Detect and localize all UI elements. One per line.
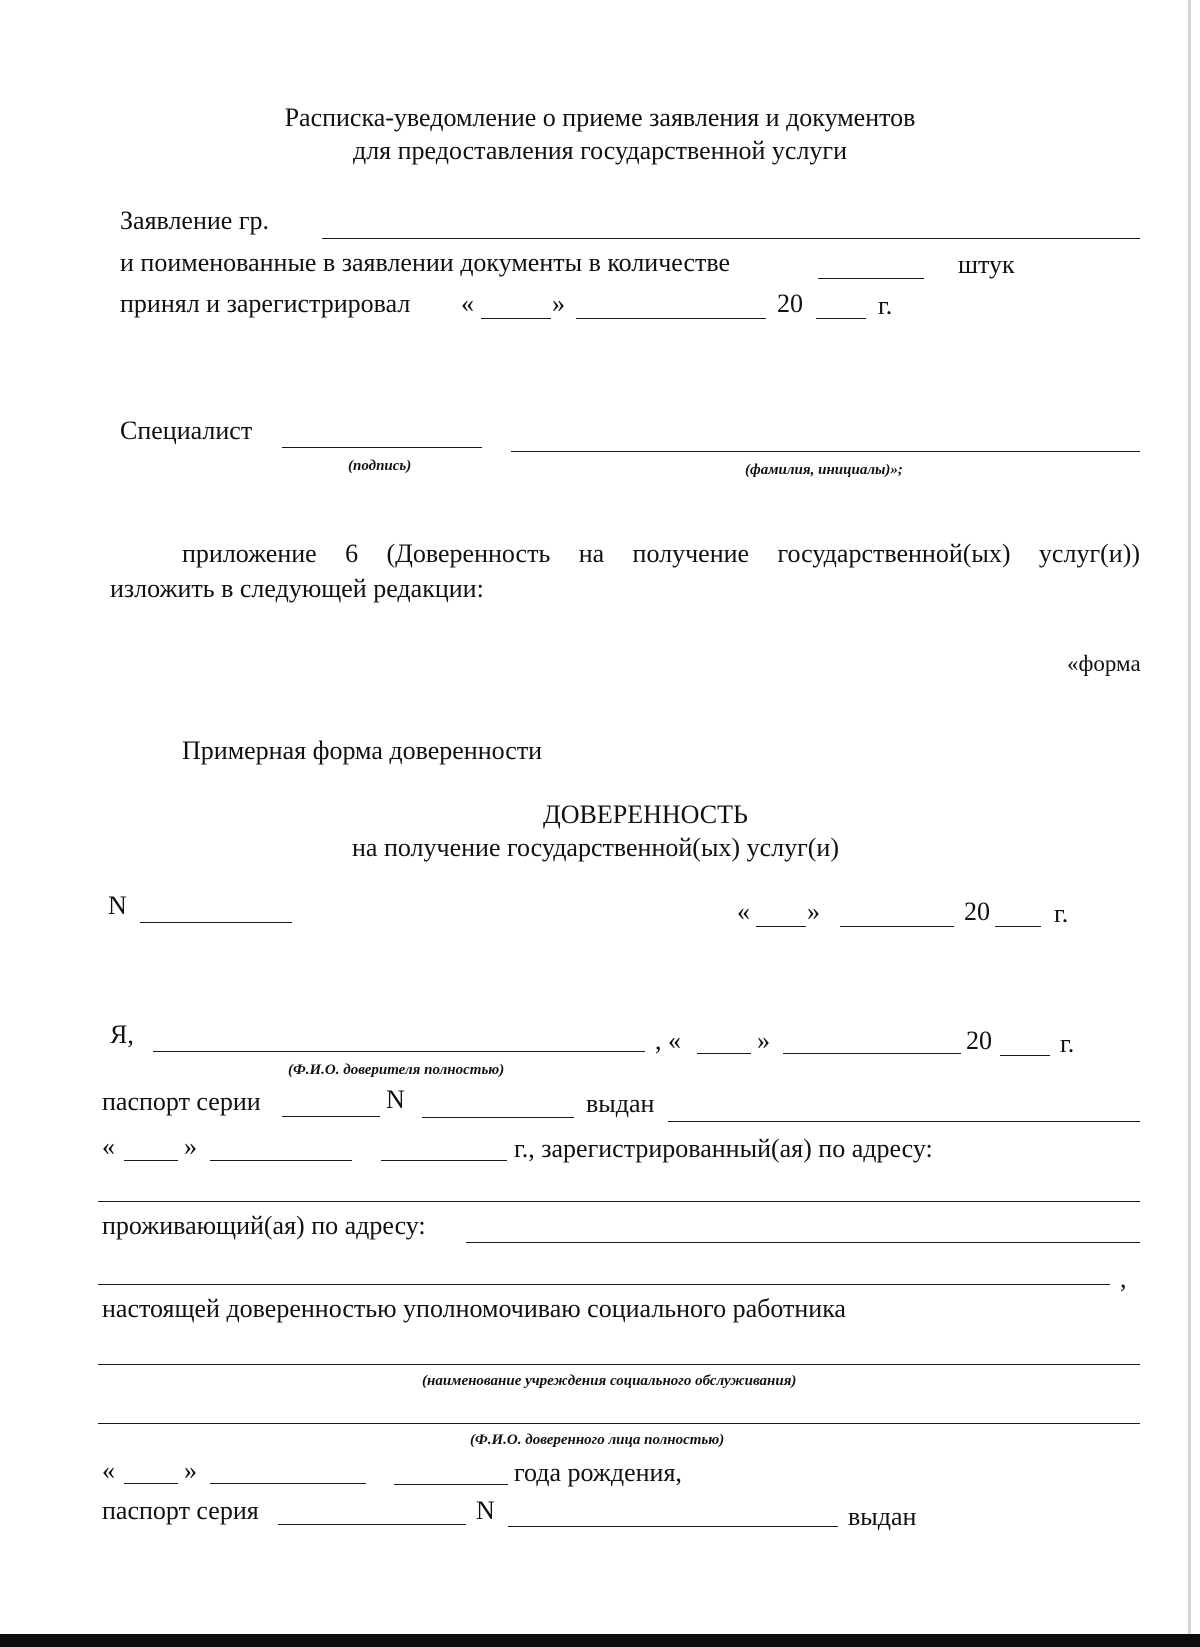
number-label: N	[108, 891, 127, 920]
birth-day-line	[697, 1053, 751, 1054]
agent-birth-quote-close: »	[184, 1456, 197, 1485]
signature-caption: (подпись)	[348, 458, 412, 474]
date-day-line	[756, 926, 806, 927]
year-suffix: г.	[878, 291, 893, 320]
poa-title: ДОВЕРЕННОСТЬ	[543, 800, 748, 829]
passport-series-label: паспорт серии	[102, 1087, 261, 1116]
date-year-suffix: г.	[1054, 899, 1069, 928]
issue-month-line	[210, 1160, 352, 1161]
name-caption: (фамилия, инициалы)»;	[745, 462, 903, 478]
documents-count-line	[818, 278, 924, 279]
issue-quote-close: »	[184, 1132, 197, 1161]
date-quote-close: »	[807, 897, 820, 926]
passport-series-line	[282, 1116, 380, 1117]
authorize-text: настоящей доверенностью уполномочиваю социального работника	[102, 1294, 846, 1323]
issue-day-line	[124, 1160, 178, 1161]
date-year-prefix: 20	[964, 897, 990, 926]
number-line	[140, 922, 292, 923]
passport-number-line	[422, 1117, 574, 1118]
issue-quote-open: «	[102, 1132, 115, 1161]
agent-passport-series-line	[278, 1524, 466, 1525]
day-line	[481, 318, 551, 319]
passport-number-label: N	[386, 1085, 405, 1114]
registration-address-line	[98, 1201, 1140, 1202]
receipt-title-line2: для предоставления государственной услуги	[352, 136, 848, 165]
amendment-line1: приложение 6 (Доверенность на получение государственной(ых) услуг(и))	[182, 539, 1140, 568]
date-quote-open: «	[737, 897, 750, 926]
month-line	[576, 318, 766, 319]
signature-line	[282, 447, 482, 448]
issue-year-line	[381, 1160, 507, 1161]
form-label: «форма	[1067, 651, 1141, 676]
specialist-name-line	[511, 451, 1140, 452]
year-prefix: 20	[777, 289, 803, 318]
quote-close: »	[552, 289, 565, 318]
documents-text: и поименованные в заявлении документы в количестве	[120, 248, 731, 277]
birth-month-line	[783, 1053, 961, 1054]
agent-birth-quote-open: «	[102, 1456, 115, 1485]
documents-unit: штук	[958, 250, 1015, 279]
application-label: Заявление гр.	[120, 206, 270, 235]
receipt-title-line1: Расписка-уведомление о приеме заявления и документов	[284, 103, 916, 132]
trailing-comma: ,	[1120, 1264, 1127, 1293]
page-edge	[1188, 0, 1191, 1634]
issued-label: выдан	[586, 1089, 655, 1118]
accepted-label: принял и зарегистрировал	[120, 289, 411, 318]
applicant-name-line	[322, 238, 1140, 239]
poa-subtitle: на получение государственной(ых) услуг(и)	[352, 833, 839, 862]
amendment-line2: изложить в следующей редакции:	[110, 574, 484, 603]
agent-birth-year-line	[394, 1484, 508, 1485]
living-address-line2	[98, 1284, 1110, 1285]
specialist-label: Специалист	[120, 416, 253, 445]
birth-quote-close: »	[757, 1026, 770, 1055]
i-label: Я,	[110, 1020, 134, 1049]
issued-by-line	[668, 1121, 1140, 1122]
birth-year-suffix: г.	[1060, 1029, 1075, 1058]
quote-open: «	[461, 289, 474, 318]
year-line	[816, 318, 866, 319]
birth-year-line	[1000, 1055, 1050, 1056]
sample-heading: Примерная форма доверенности	[182, 736, 543, 765]
agent-birth-day-line	[124, 1483, 178, 1484]
agent-caption: (Ф.И.О. доверенного лица полностью)	[470, 1432, 725, 1448]
agent-issued-label: выдан	[848, 1502, 917, 1531]
birth-year-prefix: 20	[966, 1026, 992, 1055]
birth-text: года рождения,	[514, 1458, 682, 1487]
registered-text: г., зарегистрированный(ая) по адресу:	[514, 1134, 933, 1163]
agent-passport-number-label: N	[476, 1496, 495, 1525]
living-label: проживающий(ая) по адресу:	[102, 1211, 426, 1240]
agent-birth-month-line	[210, 1483, 366, 1484]
living-address-line	[466, 1242, 1140, 1243]
agent-passport-series-label: паспорт серия	[102, 1496, 259, 1525]
scan-bottom-border	[0, 1634, 1200, 1647]
agent-name-line	[98, 1423, 1140, 1424]
institution-caption: (наименование учреждения социального обслуживания)	[422, 1373, 797, 1389]
agent-passport-number-line	[508, 1526, 838, 1527]
date-year-line	[995, 926, 1041, 927]
principal-caption: (Ф.И.О. доверителя полностью)	[288, 1062, 505, 1078]
birth-comma-quote: , «	[655, 1026, 681, 1055]
principal-name-line	[153, 1051, 645, 1052]
date-month-line	[840, 926, 954, 927]
institution-line	[98, 1364, 1140, 1365]
